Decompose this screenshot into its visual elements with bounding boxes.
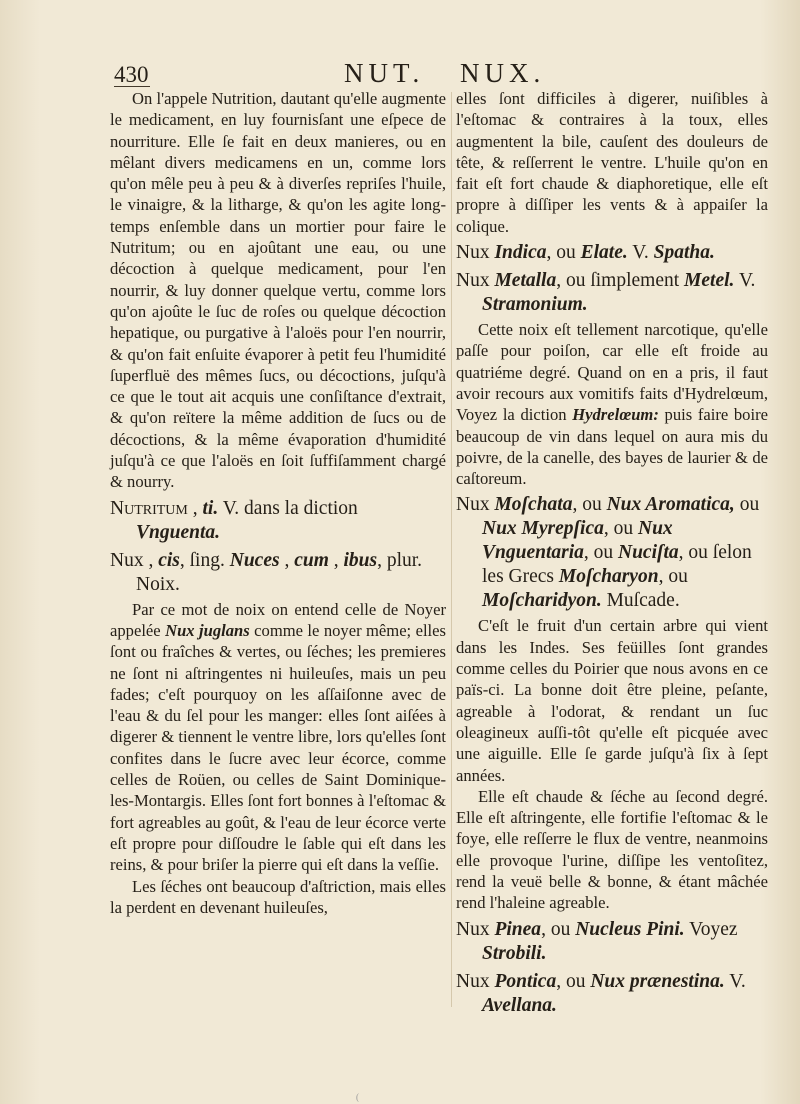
headword: Nux xyxy=(456,970,490,992)
latin-term: Metalla xyxy=(494,270,557,292)
entry-nux-pontica xyxy=(456,970,768,1018)
entry-text: Voyez xyxy=(689,918,738,940)
entry-text: V. xyxy=(729,970,746,992)
grammar: ibus xyxy=(343,549,378,571)
entry-text: , ou xyxy=(572,494,602,516)
stray-mark: ( xyxy=(356,1092,359,1102)
latin-term: Moſcharyon xyxy=(558,566,659,588)
paragraph-text: Cette noix eſt tellement narcotique, qu'elle paſſe pour poiſon, car elle eſt froide au quatriéme degré. Quand on en a pris, il faut avoir recours aux vomitifs faits d'Hydrelœum, Voyez la diction xyxy=(456,320,768,425)
entry-nux-pinea xyxy=(456,918,768,966)
headword: Nux xyxy=(456,918,490,940)
entry-text: V. xyxy=(738,270,756,292)
latin-term: Pinea xyxy=(494,918,542,940)
page-number-underline xyxy=(114,86,150,87)
muscade-description: C'eſt le fruit d'un certain arbre qui vient dans les Indes. Ses feüilles ſont grandes comme celles du Poirier que nous avons en ce païs-ci. La bonne doit être pleine, peſante, agreable à l'odorat, & rendant un ſuc oleagineux auſſi-tôt qu'elle eſt picquée avec une aiguille. Elle ſe garde juſqu'à ſix à ſept années. xyxy=(456,616,768,785)
latin-term: Nux Aromatica, xyxy=(606,494,735,516)
entry-text: , ou xyxy=(603,518,634,540)
headword: Nutritum xyxy=(110,497,188,519)
latin-term: Nux Myrepſica xyxy=(482,518,604,540)
latin-term: Nucleus Pini. xyxy=(575,918,685,940)
entry-text: plur. Noix. xyxy=(136,549,423,595)
entry-text: V. xyxy=(632,242,649,264)
left-column xyxy=(110,88,446,918)
entry-nux: Nux , cis, ſing. Nuces , cum , ibus, plur. Noix. xyxy=(110,549,423,595)
running-head-right: NUX. xyxy=(460,58,546,88)
entry-nux-moschata xyxy=(456,493,768,613)
entry-text: , ou xyxy=(658,566,688,588)
entry-text: , ou ſimplement xyxy=(556,270,680,292)
headword: Nux xyxy=(456,270,490,292)
latin-term: Moſcharidyon. xyxy=(482,590,602,612)
entry-nux-indica xyxy=(456,241,768,265)
seches-paragraph: Les ſéches ont beaucoup d'aſtriction, mais elles la perdent en devenant huileuſes, xyxy=(110,876,446,917)
latin-term: Nux Vnguentaria xyxy=(482,518,673,564)
entry-text: , ou xyxy=(556,970,586,992)
latin-term: Nux prænestina. xyxy=(590,970,725,992)
headword: Nux xyxy=(456,494,490,516)
entry-text: , ou xyxy=(546,242,576,264)
headword: Nux xyxy=(110,549,144,571)
continuation-paragraph: elles ſont difficiles à digerer, nuiſibles à l'eſtomac & contraires à la toux, elles augmentent la bile, cauſent des douleurs de tête, & reſſerrent le ventre. L'huile qu'on en fait eſt fort chaude & diaphoretique, elle eſt propre à diſſiper les vents & à appaiſer la colique. xyxy=(456,89,768,236)
entry-text: , ou ſelon les Grecs xyxy=(482,542,752,588)
entry-text: ou xyxy=(739,494,760,516)
cross-reference: Strobili. xyxy=(482,942,547,964)
entry-text: Muſcade. xyxy=(606,590,680,612)
entry-text: , ſing. xyxy=(179,549,225,571)
latin-term: Elate. xyxy=(580,242,628,264)
latin-term: Pontica xyxy=(494,970,557,992)
muscade-properties: Elle eſt chaude & ſéche au ſecond degré. Elle eſt aſtringente, elle fortifie l'eſtomac & le foye, elle reſſerre le flux de ventre, neanmoins elle provoque l'urine, diſſipe les ventoſitez, rend la veuë belle & bonne, & étant mâchée rend l'haleine agreable. xyxy=(456,786,768,913)
page-number: 430 xyxy=(114,62,149,87)
cross-reference: Hydrelœum: xyxy=(572,405,659,425)
grammar: ti. xyxy=(202,497,219,519)
latin-term: Indica xyxy=(494,242,547,264)
latin-term: Moſchata xyxy=(494,494,573,516)
cross-reference: Stramonium. xyxy=(482,294,588,316)
paragraph-text: puis faire boire beaucoup de vin dans lequel on aura mis du poivre, de la canelle, des bayes de laurier & de caſtoreum. xyxy=(456,405,768,489)
running-head-left: NUT. xyxy=(344,58,425,88)
entry-nux-metalla xyxy=(456,269,768,317)
latin-term: Nuciſta xyxy=(618,542,679,564)
narcotique-paragraph xyxy=(456,319,768,489)
paragraph-text: Par ce mot de noix on entend celle de Noyer appelée xyxy=(110,599,446,640)
paragraph-text: comme le noyer même; elles ſont ou fraîches & vertes, ou ſéches; les premieres ne ſont ni aſtringentes ni huileuſes, mais un peu fades; c'eſt pourquoy on les aſſaiſonne avec de l'eau & du ſel pour les manger: elles ſont aiſées à digerer & tiennent le ventre libre, lors qu'elles ſont confites dans le ſucre avec leur écorce, comme celles de Roüen, ou celles de Saint Dominique-les-Montargis. Elles ſont fort bonnes à l'eſtomac & fort agreables au goût, & l'eau de leur écorce verte eſt propre pour diſſoudre le ſable qui eſt dans les reins, & pour briſer la pierre qui eſt dans la veſſie. xyxy=(110,620,446,875)
column-divider xyxy=(451,92,452,1007)
entry-text: , ou xyxy=(583,542,614,564)
right-column xyxy=(456,88,768,1020)
grammar: cis xyxy=(158,549,180,571)
grammar: cum xyxy=(294,549,329,571)
headword: Nux xyxy=(456,242,490,264)
entry-text: , ou xyxy=(541,918,571,940)
latin-term: Nux juglans xyxy=(165,620,250,640)
noix-paragraph xyxy=(110,599,446,876)
cross-reference: Spatha. xyxy=(653,242,715,264)
entry-text: V. dans la diction xyxy=(222,497,358,519)
cross-reference: Vnguenta. xyxy=(136,521,220,543)
nutrition-paragraph: On l'appele Nutrition, dautant qu'elle augmente le medicament, en luy fournisſant une eſpece de nourriture. Elle ſe fait en deux manieres, ou en mêlant divers medicamens en un, comme lors qu'on mêle peu à peu & à diverſes repriſes l'huile, le vinaigre, & la litharge, & qu'on les agite long-temps enſemble dans un mortier pour faire le Nutritum; ou en ajoûtant une eau, ou une décoction à quelque medicament, pour l'en nourrir, & luy donner quelque vertu, comme lors qu'on ajoûte le ſuc de roſes ou quelque décoction hepatique, ou purgative à l'aloës pour l'en nourrir, & qu'on fait enſuite évaporer à petit feu l'humidité ſuperfluë des mêmes ſucs, ou décoctions, juſqu'à ce que le tout ait acquis une conſiſtance d'extrait, & qu'on reïtere la même addition de ſucs ou de décoctions, & la même évaporation d'humidité juſqu'à ce que l'aloës en ſoit ſuffiſamment chargé & nourry. xyxy=(110,89,446,492)
grammar: Nuces xyxy=(229,549,280,571)
latin-term: Metel. xyxy=(684,270,735,292)
entry-nutritum: Nutritum , ti. V. dans la diction Vnguenta. xyxy=(110,497,358,543)
cross-reference: Avellana. xyxy=(482,994,557,1016)
